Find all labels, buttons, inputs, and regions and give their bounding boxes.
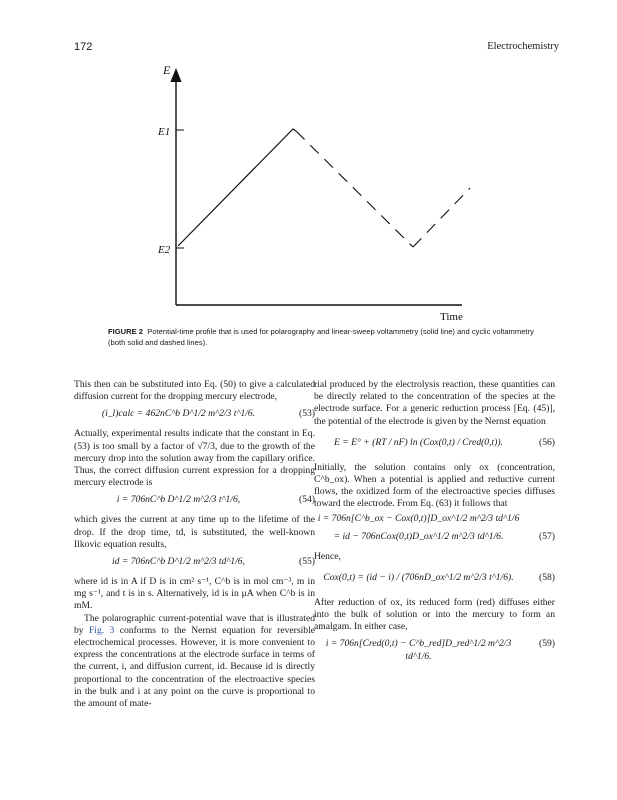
equation-54 bbox=[74, 489, 315, 514]
figure-caption bbox=[108, 327, 548, 348]
potential-time-figure bbox=[0, 0, 617, 330]
left-paragraph-3: which gives the current at any time up to the lifetime of the drop. If the drop time, td, is substituted, the well-known Ilkovic equation results, bbox=[74, 514, 315, 550]
right-paragraph-3: Hence, bbox=[314, 550, 341, 562]
equation-57 bbox=[314, 511, 555, 551]
left-column bbox=[74, 379, 315, 710]
equation-56-body: E = E° + (RT / nF) ln (Cox(0,t) / Cred(0,t)). bbox=[334, 436, 503, 448]
equation-58-number: (58) bbox=[539, 571, 555, 583]
running-title: Electrochemistry bbox=[487, 41, 559, 52]
caption-label: FIGURE 2 bbox=[108, 327, 144, 336]
equation-58 bbox=[314, 563, 555, 597]
figure-3-link[interactable]: Fig. 3 bbox=[88, 624, 115, 636]
right-paragraph-2: Initially, the solution contains only ox (concentration, C^b_ox). When a potential is applied and reductive current flows, the oxidized form of the electroactive species diffuses toward the electrode. From Eq. (63) it follows that bbox=[314, 461, 555, 510]
left-paragraph-1: This then can be substituted into Eq. (50) to give a calculated diffusion current for the dropping mercury electrode, bbox=[74, 379, 315, 403]
dashed-forward-line bbox=[413, 188, 470, 247]
left-paragraph-4: where id is in A if D is in cm² s⁻¹, C^b is in mol cm⁻³, m in mg s⁻¹, and t is in s. Alternatively, id is in μA when C^b is in mM. bbox=[74, 576, 315, 612]
tick-e1-label: E1 bbox=[158, 126, 171, 138]
left-paragraph-5b: conforms to the Nernst equation for reversible electrochemical processes. However, it is more convenient to express the concentrations at the electrode surface in terms of the current, i, and diffusion current, id. Because id is directly proportional to the concentration of the electroactive species in the bulk and i at any point on the curve is proportional to the amount of mate- bbox=[74, 624, 315, 710]
equation-56 bbox=[314, 428, 555, 462]
tick-e2-label: E2 bbox=[158, 244, 171, 256]
equation-55 bbox=[74, 551, 315, 576]
equation-54-number: (54) bbox=[299, 494, 315, 506]
equation-59-body: i = 706n[Cred(0,t) − C^b_red]D_red^1/2 m^2/3 td^1/6. bbox=[325, 638, 512, 662]
right-column bbox=[314, 379, 555, 662]
y-axis-label: E bbox=[163, 63, 171, 77]
dashed-return-line bbox=[296, 131, 413, 247]
equation-54-body: i = 706nC^b D^1/2 m^2/3 t^1/6, bbox=[116, 494, 241, 506]
equation-53-body: (i_l)calc = 462nC^b D^1/2 m^2/3 t^1/6. bbox=[101, 408, 256, 420]
caption-text: Potential-time profile that is used for polarography and linear-sweep voltammetry (solid line) and cyclic voltammetry (both solid and dashed lines). bbox=[108, 327, 534, 347]
right-paragraph-4: After reduction of ox, its reduced form (red) diffuses either into the bulk of solution or into the mercury to form an amalgam. In either case, bbox=[314, 596, 555, 633]
x-axis-label: Time bbox=[440, 311, 463, 323]
equation-55-number: (55) bbox=[299, 556, 315, 568]
equation-55-body: id = 706nC^b D^1/2 m^2/3 td^1/6, bbox=[112, 556, 245, 568]
left-paragraph-5 bbox=[74, 613, 315, 711]
equation-58-body: Cox(0,t) = (id − i) / (706nD_ox^1/2 m^2/3 t^1/6). bbox=[323, 571, 514, 583]
equation-53 bbox=[74, 403, 315, 428]
solid-sweep-line bbox=[178, 129, 296, 246]
equation-53-number: (53) bbox=[299, 408, 315, 420]
right-paragraph-1: rial produced by the electrolysis reaction, these quantities can be directly related to the concentration of the species at the electrode surface. For a generic reduction process [Eq. (45)], the potential of the electrode is given by the Nernst equation bbox=[314, 379, 555, 427]
equation-59-number: (59) bbox=[539, 638, 555, 650]
equation-57-line-1: i = 706n[C^b_ox − Cox(0,t)]D_ox^1/2 m^2/3 td^1/6 bbox=[317, 512, 520, 524]
page-number: 172 bbox=[74, 41, 93, 53]
equation-56-number: (56) bbox=[539, 436, 555, 448]
left-paragraph-5a: The polarographic current-potential wave that is illustrated by bbox=[74, 612, 315, 636]
equation-59 bbox=[314, 633, 555, 662]
left-paragraph-2: Actually, experimental results indicate that the constant in Eq. (53) is too small by a factor of √7/3, due to the growth of the mercury drop into the solution away from the capillary orifice. Thus, the correct diffusion current expression for a dropping mercury electrode is bbox=[74, 428, 315, 489]
equation-57-number: (57) bbox=[539, 530, 555, 542]
equation-57-line-2: = id − 706nCox(0,t)D_ox^1/2 m^2/3 td^1/6. bbox=[333, 530, 504, 542]
